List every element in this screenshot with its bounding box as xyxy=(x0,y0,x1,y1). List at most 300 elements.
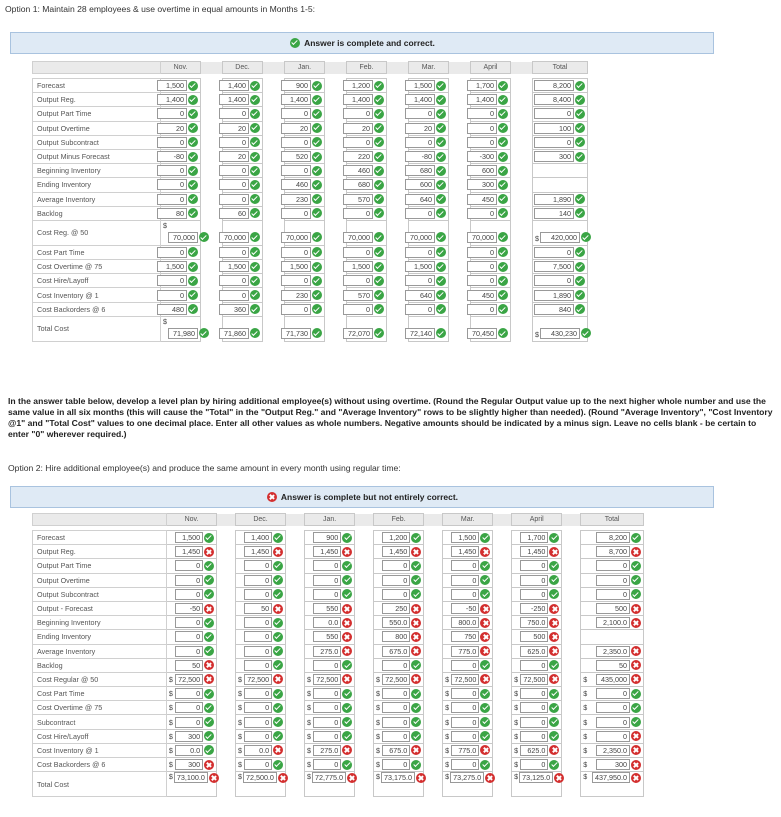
answer-input[interactable]: 0 xyxy=(157,275,187,286)
answer-input[interactable]: 1,500 xyxy=(175,532,203,543)
answer-input[interactable]: 0 xyxy=(157,247,187,258)
value-wrap xyxy=(411,221,446,245)
answer-input[interactable]: 0.0 xyxy=(244,745,272,756)
answer-input[interactable]: 675.0 xyxy=(382,745,410,756)
answer-input[interactable]: 0 xyxy=(219,179,249,190)
answer-input[interactable]: 0 xyxy=(313,688,341,699)
answer-input[interactable]: 20 xyxy=(219,123,249,134)
answer-input[interactable]: 0 xyxy=(382,589,410,600)
answer-input[interactable]: 1,500 xyxy=(219,261,249,272)
answer-input[interactable]: 0 xyxy=(244,646,272,657)
checkmark-icon xyxy=(549,689,559,699)
answer-input[interactable]: 0 xyxy=(382,688,410,699)
currency-symbol: $ xyxy=(237,745,242,755)
answer-input[interactable]: 20 xyxy=(405,123,435,134)
answer-input[interactable]: 275.0 xyxy=(313,745,341,756)
answer-input[interactable]: 0 xyxy=(467,123,497,134)
answer-input[interactable]: 300 xyxy=(467,179,497,190)
answer-input[interactable]: 70,000 xyxy=(467,232,497,243)
answer-input[interactable]: 1,500 xyxy=(281,261,311,272)
answer-input[interactable]: 72,500.0 xyxy=(243,772,277,783)
currency-symbol: $ xyxy=(376,703,381,713)
answer-input[interactable]: 1,200 xyxy=(343,80,373,91)
answer-input[interactable]: 775.0 xyxy=(451,745,479,756)
answer-input[interactable]: 70,450 xyxy=(467,328,497,339)
answer-input[interactable]: 0 xyxy=(343,275,373,286)
value-cell xyxy=(443,658,493,672)
answer-input[interactable]: 0 xyxy=(520,702,548,713)
answer-input[interactable]: 0 xyxy=(313,759,341,770)
answer-input[interactable]: 0 xyxy=(596,702,630,713)
answer-input[interactable]: 0 xyxy=(244,631,272,642)
checkmark-icon xyxy=(204,589,214,599)
column-gap xyxy=(286,514,305,526)
answer-input[interactable]: 0 xyxy=(382,575,410,586)
answer-input[interactable]: -50 xyxy=(175,603,203,614)
answer-input[interactable]: 1,890 xyxy=(534,194,574,205)
answer-input[interactable]: 0 xyxy=(520,575,548,586)
answer-input[interactable]: 0 xyxy=(405,137,435,148)
answer-input[interactable]: 0 xyxy=(244,702,272,713)
answer-input[interactable]: 900 xyxy=(313,532,341,543)
column-gap xyxy=(355,630,374,644)
value-wrap xyxy=(238,574,283,587)
answer-input[interactable]: 2,350.0 xyxy=(596,646,630,657)
answer-input[interactable]: 0 xyxy=(244,617,272,628)
answer-input[interactable]: 0 xyxy=(467,304,497,315)
answer-input[interactable]: 0 xyxy=(244,688,272,699)
answer-input[interactable]: 550 xyxy=(313,631,341,642)
answer-input[interactable]: 20 xyxy=(343,123,373,134)
answer-input[interactable]: 0 xyxy=(343,208,373,219)
answer-input[interactable]: 0.0 xyxy=(175,745,203,756)
answer-input[interactable]: 750.0 xyxy=(520,617,548,628)
answer-input[interactable]: 1,500 xyxy=(157,261,187,272)
answer-input[interactable]: 1,400 xyxy=(343,94,373,105)
answer-input[interactable]: 70,000 xyxy=(405,232,435,243)
answer-input[interactable]: 0 xyxy=(281,208,311,219)
answer-input[interactable]: 900 xyxy=(281,80,311,91)
answer-input[interactable]: 1,890 xyxy=(534,290,574,301)
answer-input[interactable]: -50 xyxy=(451,603,479,614)
answer-input[interactable]: 250 xyxy=(382,603,410,614)
answer-input[interactable]: 0 xyxy=(343,137,373,148)
cross-icon xyxy=(549,547,559,557)
answer-input[interactable]: 0 xyxy=(219,194,249,205)
value-cell xyxy=(374,658,424,672)
answer-input[interactable]: 20 xyxy=(281,123,311,134)
answer-input[interactable]: 0 xyxy=(451,560,479,571)
answer-input[interactable]: 680 xyxy=(405,165,435,176)
answer-input[interactable]: 73,175.0 xyxy=(381,772,415,783)
answer-input[interactable]: 1,400 xyxy=(219,94,249,105)
answer-input[interactable]: 0 xyxy=(451,717,479,728)
answer-input[interactable]: 70,000 xyxy=(219,232,249,243)
answer-input[interactable]: 0 xyxy=(451,589,479,600)
answer-input[interactable]: 1,450 xyxy=(313,546,341,557)
answer-input[interactable]: 0 xyxy=(596,688,630,699)
column-gap xyxy=(217,715,236,729)
answer-input[interactable]: 0 xyxy=(534,137,574,148)
answer-input[interactable]: 0 xyxy=(175,646,203,657)
answer-input[interactable]: 20 xyxy=(219,151,249,162)
answer-input[interactable]: 0 xyxy=(175,631,203,642)
answer-input[interactable]: 0 xyxy=(382,660,410,671)
answer-input[interactable]: 70,000 xyxy=(281,232,311,243)
answer-input[interactable]: 1,450 xyxy=(451,546,479,557)
answer-input[interactable]: 1,700 xyxy=(467,80,497,91)
answer-input[interactable]: -80 xyxy=(405,151,435,162)
answer-input[interactable]: 72,070 xyxy=(343,328,373,339)
answer-input[interactable]: 1,200 xyxy=(382,532,410,543)
value-wrap xyxy=(473,150,508,163)
answer-input[interactable]: 0 xyxy=(313,731,341,742)
column-gap xyxy=(493,601,512,615)
answer-input[interactable]: 0 xyxy=(596,717,630,728)
answer-input[interactable]: 0 xyxy=(467,208,497,219)
answer-input[interactable]: 71,860 xyxy=(219,328,249,339)
column-gap xyxy=(511,260,533,274)
answer-input[interactable]: 1,500 xyxy=(405,261,435,272)
answer-input[interactable]: 1,450 xyxy=(175,546,203,557)
value-cell xyxy=(443,630,493,644)
answer-input[interactable]: 0 xyxy=(244,560,272,571)
answer-input[interactable]: 72,775.0 xyxy=(312,772,346,783)
answer-input[interactable]: 1,700 xyxy=(520,532,548,543)
answer-input[interactable]: 625.0 xyxy=(520,646,548,657)
answer-input[interactable]: 1,400 xyxy=(281,94,311,105)
answer-input[interactable]: 0 xyxy=(596,575,630,586)
answer-input[interactable]: 0 xyxy=(244,660,272,671)
answer-input[interactable]: 72,500 xyxy=(451,674,479,685)
column-gap xyxy=(493,743,512,757)
value-wrap xyxy=(514,531,559,544)
value-cell xyxy=(512,758,562,772)
answer-input[interactable]: 570 xyxy=(343,290,373,301)
answer-input[interactable]: 600 xyxy=(467,165,497,176)
answer-input[interactable]: 80 xyxy=(157,208,187,219)
value-cell xyxy=(409,178,449,192)
answer-input[interactable]: 0 xyxy=(467,137,497,148)
checkmark-icon xyxy=(631,703,641,713)
value-cell xyxy=(471,93,511,107)
answer-input[interactable]: 73,275.0 xyxy=(450,772,484,783)
answer-input[interactable]: 2,350.0 xyxy=(596,745,630,756)
value-cell xyxy=(305,658,355,672)
answer-input[interactable]: 1,400 xyxy=(405,94,435,105)
answer-input[interactable]: 0 xyxy=(244,589,272,600)
answer-input[interactable]: 73,100.0 xyxy=(174,772,208,783)
answer-input[interactable]: 220 xyxy=(343,151,373,162)
answer-input[interactable]: 0 xyxy=(281,275,311,286)
header-feb: Feb. xyxy=(374,514,424,526)
answer-input[interactable]: 0 xyxy=(244,717,272,728)
answer-input[interactable]: 550.0 xyxy=(382,617,410,628)
checkmark-icon xyxy=(312,137,322,147)
column-gap xyxy=(424,573,443,587)
answer-input[interactable]: 0 xyxy=(175,589,203,600)
currency-symbol: $ xyxy=(514,717,519,727)
answer-input[interactable]: 0 xyxy=(157,290,187,301)
answer-input[interactable]: 300 xyxy=(175,759,203,770)
answer-input[interactable]: 1,400 xyxy=(244,532,272,543)
answer-input[interactable]: 0 xyxy=(451,688,479,699)
answer-input[interactable]: 0 xyxy=(534,108,574,119)
answer-input[interactable]: 72,500 xyxy=(244,674,272,685)
answer-input[interactable]: 0 xyxy=(219,247,249,258)
answer-input[interactable]: 70,000 xyxy=(343,232,373,243)
answer-input[interactable]: 0 xyxy=(244,759,272,770)
answer-input[interactable]: 2,100.0 xyxy=(596,617,630,628)
value-wrap xyxy=(349,303,384,316)
answer-input[interactable]: 0 xyxy=(467,261,497,272)
answer-input[interactable]: 840 xyxy=(534,304,574,315)
answer-input[interactable]: 0 xyxy=(175,575,203,586)
answer-input[interactable]: 0 xyxy=(382,560,410,571)
answer-input[interactable]: 0 xyxy=(405,247,435,258)
cross-icon xyxy=(554,773,564,783)
answer-input[interactable]: -300 xyxy=(467,151,497,162)
value-wrap xyxy=(445,602,490,615)
answer-input[interactable]: 71,980 xyxy=(168,328,198,339)
answer-input[interactable]: 0 xyxy=(281,165,311,176)
value-wrap xyxy=(163,178,198,191)
answer-input[interactable]: 430,230 xyxy=(540,328,580,339)
answer-input[interactable]: 0 xyxy=(596,731,630,742)
answer-input[interactable]: 0 xyxy=(382,702,410,713)
answer-input[interactable]: 800 xyxy=(382,631,410,642)
answer-input[interactable]: -250 xyxy=(520,603,548,614)
row-cost-regular-50 xyxy=(33,672,644,686)
answer-input[interactable]: 72,500 xyxy=(313,674,341,685)
answer-input[interactable]: 0 xyxy=(405,275,435,286)
answer-input[interactable]: 0 xyxy=(451,575,479,586)
value-cell xyxy=(223,164,263,178)
answer-input[interactable]: 0 xyxy=(382,731,410,742)
answer-input[interactable]: 675.0 xyxy=(382,646,410,657)
value-wrap xyxy=(514,545,559,558)
answer-status-banner-1 xyxy=(10,32,714,54)
answer-input[interactable]: 0 xyxy=(343,247,373,258)
checkmark-icon xyxy=(575,152,585,162)
answer-input[interactable]: 300 xyxy=(534,151,574,162)
answer-input[interactable]: 0 xyxy=(382,759,410,770)
answer-input[interactable]: 1,500 xyxy=(451,532,479,543)
value-cell xyxy=(305,601,355,615)
value-wrap xyxy=(376,758,421,771)
answer-input[interactable]: 0 xyxy=(520,660,548,671)
value-wrap xyxy=(225,150,260,163)
checkmark-icon xyxy=(273,660,283,670)
answer-input[interactable]: 0 xyxy=(219,165,249,176)
answer-input[interactable]: 600 xyxy=(405,179,435,190)
answer-input[interactable]: 750 xyxy=(451,631,479,642)
column-gap xyxy=(286,715,305,729)
checkmark-icon xyxy=(273,561,283,571)
answer-input[interactable]: 8,400 xyxy=(534,94,574,105)
checkmark-icon xyxy=(411,760,421,770)
answer-input[interactable]: 0 xyxy=(520,717,548,728)
answer-input[interactable]: 140 xyxy=(534,208,574,219)
answer-input[interactable]: 0 xyxy=(281,304,311,315)
answer-input[interactable]: 460 xyxy=(343,165,373,176)
answer-input[interactable]: 0 xyxy=(467,108,497,119)
answer-input[interactable]: 0 xyxy=(405,108,435,119)
answer-input[interactable]: 680 xyxy=(343,179,373,190)
answer-input[interactable]: 0 xyxy=(520,688,548,699)
answer-input[interactable]: 230 xyxy=(281,290,311,301)
value-wrap xyxy=(411,207,446,220)
answer-input[interactable]: 437,950.0 xyxy=(592,772,630,783)
answer-input[interactable]: 0 xyxy=(313,575,341,586)
answer-input[interactable]: 0 xyxy=(175,617,203,628)
answer-input[interactable]: 8,200 xyxy=(596,532,630,543)
answer-input[interactable]: 0 xyxy=(313,717,341,728)
answer-input[interactable]: 450 xyxy=(467,194,497,205)
answer-input[interactable]: 1,500 xyxy=(405,80,435,91)
answer-input[interactable]: 0 xyxy=(520,759,548,770)
answer-input[interactable]: 0 xyxy=(467,247,497,258)
answer-input[interactable]: 300 xyxy=(175,731,203,742)
value-wrap xyxy=(445,545,490,558)
answer-input[interactable]: 0 xyxy=(281,137,311,148)
answer-input[interactable]: 0 xyxy=(313,660,341,671)
answer-input[interactable]: 72,500 xyxy=(520,674,548,685)
answer-input[interactable]: 0 xyxy=(244,731,272,742)
answer-input[interactable]: 0 xyxy=(219,275,249,286)
answer-input[interactable]: 1,500 xyxy=(343,261,373,272)
answer-input[interactable]: 1,450 xyxy=(520,546,548,557)
answer-input[interactable]: 0 xyxy=(405,208,435,219)
answer-input[interactable]: 0.0 xyxy=(313,617,341,628)
answer-input[interactable]: 0 xyxy=(244,575,272,586)
answer-input[interactable]: 0 xyxy=(382,717,410,728)
answer-input[interactable]: 0 xyxy=(313,589,341,600)
answer-input[interactable]: 100 xyxy=(534,123,574,134)
answer-input[interactable]: 1,450 xyxy=(244,546,272,557)
answer-input[interactable]: 7,500 xyxy=(534,261,574,272)
answer-input[interactable]: 0 xyxy=(175,560,203,571)
value-wrap xyxy=(238,645,283,658)
answer-input[interactable]: 0 xyxy=(451,731,479,742)
answer-input[interactable]: 640 xyxy=(405,194,435,205)
answer-input[interactable]: 0 xyxy=(157,108,187,119)
answer-input[interactable]: 72,500 xyxy=(175,674,203,685)
answer-input[interactable]: 0 xyxy=(175,702,203,713)
value-wrap xyxy=(287,317,322,341)
answer-input[interactable]: 60 xyxy=(219,208,249,219)
answer-input[interactable]: 230 xyxy=(281,194,311,205)
answer-input[interactable]: 775.0 xyxy=(451,646,479,657)
answer-input[interactable]: -80 xyxy=(157,151,187,162)
answer-input[interactable]: 0 xyxy=(219,108,249,119)
answer-input[interactable]: 0 xyxy=(157,179,187,190)
value-cell xyxy=(581,545,644,559)
answer-input[interactable]: 435,000 xyxy=(596,674,630,685)
answer-input[interactable]: 625.0 xyxy=(520,745,548,756)
answer-input[interactable]: 50 xyxy=(244,603,272,614)
answer-input[interactable]: 70,000 xyxy=(168,232,198,243)
answer-input[interactable]: 71,730 xyxy=(281,328,311,339)
answer-input[interactable]: 0 xyxy=(451,660,479,671)
answer-input[interactable]: 640 xyxy=(405,290,435,301)
answer-input[interactable]: 0 xyxy=(451,702,479,713)
answer-input[interactable]: 460 xyxy=(281,179,311,190)
answer-input[interactable]: 0 xyxy=(343,304,373,315)
answer-input[interactable]: 20 xyxy=(157,123,187,134)
value-cell xyxy=(305,644,355,658)
answer-input[interactable]: 300 xyxy=(596,759,630,770)
answer-input[interactable]: 570 xyxy=(343,194,373,205)
answer-input[interactable]: 0 xyxy=(175,688,203,699)
answer-input[interactable]: 50 xyxy=(175,660,203,671)
answer-input[interactable]: 0 xyxy=(343,108,373,119)
answer-input[interactable]: 0 xyxy=(281,108,311,119)
answer-input[interactable]: 0 xyxy=(157,165,187,176)
answer-input[interactable]: 0 xyxy=(313,702,341,713)
answer-input[interactable]: 0 xyxy=(313,560,341,571)
answer-input[interactable]: 480 xyxy=(157,304,187,315)
answer-input[interactable]: 1,500 xyxy=(157,80,187,91)
answer-input[interactable]: 0 xyxy=(596,589,630,600)
answer-input[interactable]: 72,140 xyxy=(405,328,435,339)
answer-input[interactable]: 1,400 xyxy=(467,94,497,105)
answer-input[interactable]: 50 xyxy=(596,660,630,671)
answer-input[interactable]: 500 xyxy=(596,603,630,614)
column-gap xyxy=(355,715,374,729)
answer-input[interactable]: 72,500 xyxy=(382,674,410,685)
answer-input[interactable]: 0 xyxy=(520,731,548,742)
cross-icon xyxy=(411,604,421,614)
value-wrap xyxy=(376,687,421,700)
answer-input[interactable]: 0 xyxy=(520,589,548,600)
answer-input[interactable]: 0 xyxy=(467,275,497,286)
answer-input[interactable]: 0 xyxy=(534,275,574,286)
answer-input[interactable]: 275.0 xyxy=(313,646,341,657)
answer-input[interactable]: 450 xyxy=(467,290,497,301)
answer-input[interactable]: 420,000 xyxy=(540,232,580,243)
answer-input[interactable]: 1,400 xyxy=(157,94,187,105)
answer-input[interactable]: 0 xyxy=(405,304,435,315)
answer-input[interactable]: 500 xyxy=(520,631,548,642)
answer-input[interactable]: 360 xyxy=(219,304,249,315)
answer-input[interactable]: 0 xyxy=(520,560,548,571)
answer-input[interactable]: 1,450 xyxy=(382,546,410,557)
value-wrap xyxy=(411,193,446,206)
currency-symbol: $ xyxy=(168,731,173,741)
answer-input[interactable]: 0 xyxy=(281,247,311,258)
answer-input[interactable]: 0 xyxy=(534,247,574,258)
answer-input[interactable]: 0 xyxy=(157,194,187,205)
value-cell xyxy=(161,302,201,316)
answer-input[interactable]: 550 xyxy=(313,603,341,614)
value-cell xyxy=(512,715,562,729)
answer-input[interactable]: 520 xyxy=(281,151,311,162)
answer-input[interactable]: 73,125.0 xyxy=(519,772,553,783)
answer-input[interactable]: 0 xyxy=(219,290,249,301)
answer-input[interactable]: 0 xyxy=(219,137,249,148)
answer-input[interactable]: 0 xyxy=(451,759,479,770)
answer-input[interactable]: 0 xyxy=(157,137,187,148)
answer-input[interactable]: 8,200 xyxy=(534,80,574,91)
answer-input[interactable]: 8,700 xyxy=(596,546,630,557)
answer-input[interactable]: 1,400 xyxy=(219,80,249,91)
value-wrap xyxy=(238,659,283,672)
answer-input[interactable]: 0 xyxy=(596,560,630,571)
answer-input[interactable]: 800.0 xyxy=(451,617,479,628)
answer-input[interactable]: 0 xyxy=(175,717,203,728)
value-wrap xyxy=(349,93,384,106)
